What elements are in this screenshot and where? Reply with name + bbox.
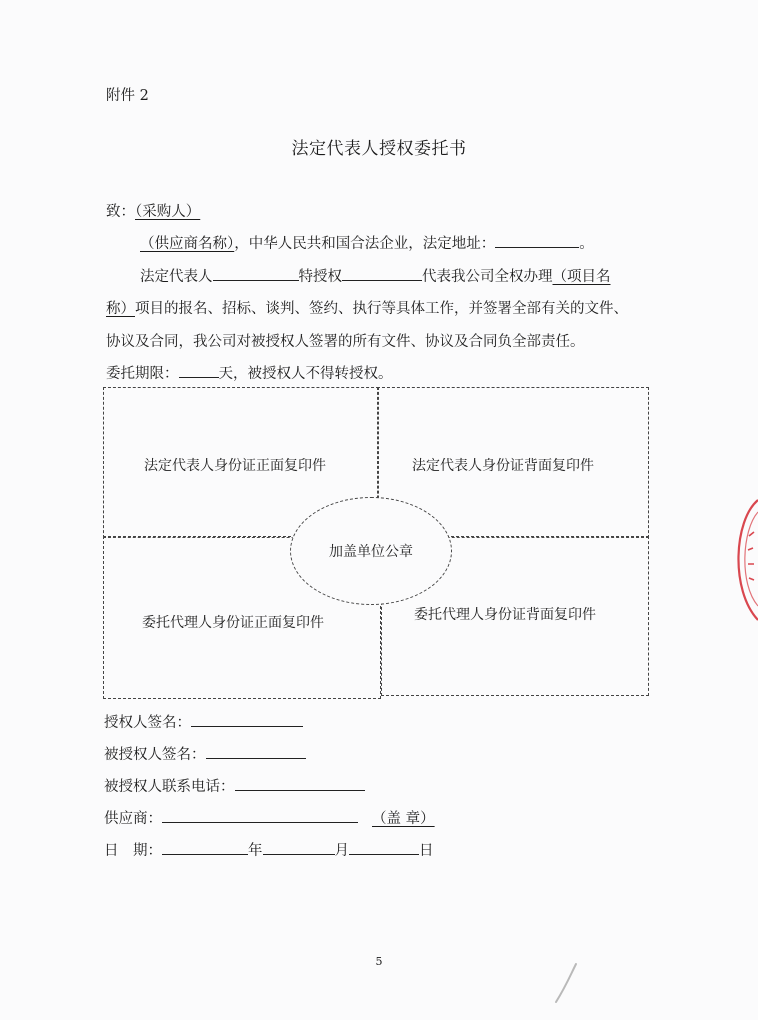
term-days-blank[interactable] — [179, 363, 219, 378]
day-label: 日 — [419, 843, 434, 859]
label-agent-front: 委托代理人身份证正面复印件 — [142, 615, 324, 631]
grantee-signature-line — [104, 744, 306, 765]
phone-label: 被授权人联系电话： — [104, 779, 235, 795]
legal-address-blank[interactable] — [495, 233, 579, 248]
purchaser-field[interactable]: （采购人） — [135, 204, 201, 220]
to-line — [106, 202, 200, 222]
grantor-signature-line — [104, 712, 303, 733]
para-line-2 — [106, 299, 628, 319]
supplier-name-field[interactable]: （供应商名称） — [140, 236, 235, 252]
label-legal-rep-back: 法定代表人身份证背面复印件 — [412, 458, 594, 474]
para-text-c: 代表我公司全权办理 — [422, 269, 553, 285]
document-title: 法定代表人授权委托书 — [291, 139, 467, 159]
month-label: 月 — [334, 843, 349, 859]
legal-rep-blank[interactable] — [213, 266, 299, 281]
date-line — [104, 840, 434, 861]
term-unit: 天 — [218, 366, 233, 382]
company-seal-label: 加盖单位公章 — [329, 544, 413, 560]
edge-stamp — [728, 498, 758, 622]
date-label: 日 期： — [104, 843, 162, 859]
supplier-label: 供应商： — [104, 811, 162, 827]
annex-label: 附件 2 — [106, 88, 149, 104]
phone-blank[interactable] — [235, 776, 365, 791]
term-label: 委托期限： — [106, 366, 179, 382]
pen-mark — [552, 962, 580, 1006]
page-number: 5 — [375, 955, 383, 968]
year-label: 年 — [248, 843, 263, 859]
supplier-line-text: ，中华人民共和国合法企业，法定地址： — [234, 236, 496, 252]
supplier-seal-line — [104, 808, 435, 829]
grantee-signature-blank[interactable] — [206, 744, 306, 759]
grantee-phone-line — [104, 776, 365, 797]
term-line — [106, 363, 393, 384]
term-note: ，被授权人不得转授权。 — [233, 366, 393, 382]
para-line-3: 协议及合同，我公司对被授权人签署的所有文件、协议及合同负全部责任。 — [106, 334, 585, 350]
authorize-label: 特授权 — [298, 269, 342, 285]
seal-note: （盖 章） — [372, 811, 435, 827]
grantor-signature-blank[interactable] — [191, 712, 303, 727]
supplier-blank[interactable] — [162, 808, 358, 823]
project-name-field-2[interactable]: 称） — [106, 301, 135, 317]
legal-rep-label: 法定代表人 — [140, 269, 213, 285]
supplier-line — [140, 233, 594, 254]
day-blank[interactable] — [349, 840, 419, 855]
grantor-label: 授权人签名： — [104, 715, 191, 731]
label-agent-back: 委托代理人身份证背面复印件 — [414, 607, 596, 623]
para-line-1 — [140, 266, 611, 287]
year-blank[interactable] — [162, 840, 248, 855]
grantee-label: 被授权人签名： — [104, 747, 206, 763]
month-blank[interactable] — [263, 840, 335, 855]
to-prefix: 致： — [106, 204, 135, 220]
agent-blank[interactable] — [342, 266, 422, 281]
project-name-field-1[interactable]: （项目名 — [552, 269, 611, 285]
label-legal-rep-front: 法定代表人身份证正面复印件 — [144, 458, 326, 474]
para-text-rest: 项目的报名、招标、谈判、签约、执行等具体工作，并签署全部有关的文件、 — [135, 301, 628, 317]
supplier-line-end: 。 — [579, 236, 594, 252]
